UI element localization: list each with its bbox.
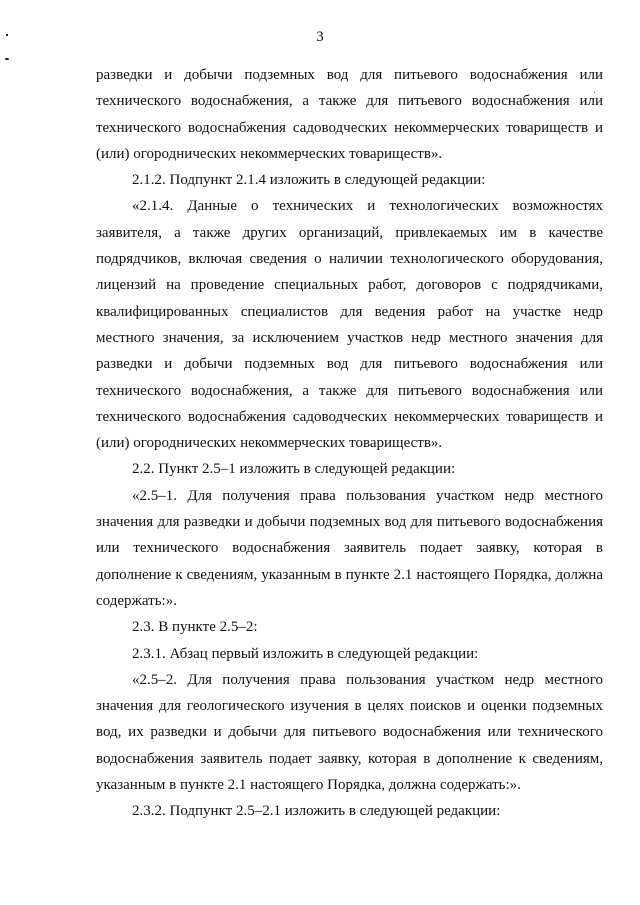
paragraph-continuation: разведки и добычи подземных вод для питьевого водоснабжения или технического водоснабжения, а также для питьевого водоснабжения или технического водоснабжения садоводческих некоммерческих товариществ и (или) огороднических некоммерческих товариществ». [96,67,603,162]
paragraph-quoted-text: «2.5–2. Для получения права пользования участком недр местного значения для геологического изучения в целях поисков и оценки подземных вод, их разведки и добычи для питьевого водоснабжения или технического водоснабжения заявитель подает заявку, которая в дополнение к сведениям, указанным в пункте 2.1 настоящего Порядка, должна содержать:». [96,671,603,794]
paragraph-amendment-heading: 2.2. Пункт 2.5–1 изложить в следующей редакции: [132,461,456,478]
scan-artifact [5,58,9,60]
paragraph-amendment-heading: 2.3. В пункте 2.5–2: [132,619,258,636]
paragraph-quoted-text: «2.5–1. Для получения права пользования участком недр местного значения для разведки и добычи подземных вод для питьевого водоснабжения или технического водоснабжения заявитель подает заявку, которая в дополнение к сведениям, указанным в пункте 2.1 настоящего Порядка, должна содержать:». [96,487,603,609]
document-body [96,62,603,825]
paragraph-amendment-heading: 2.1.2. Подпункт 2.1.4 изложить в следующей редакции: [132,172,486,189]
paragraph-amendment-heading: 2.3.2. Подпункт 2.5–2.1 изложить в следующей редакции: [132,803,501,820]
paragraph-amendment-heading: 2.3.1. Абзац первый изложить в следующей редакции: [132,645,479,662]
page-number: 3 [316,29,324,45]
paragraph-quoted-text: «2.1.4. Данные о технических и технологических возможностях заявителя, а также других организаций, привлекаемых им в качестве подрядчиков, включая сведения о наличии технологического оборудования, лицензий на проведение специальных работ, договоров с подрядчиками, квалифицированных специалистов для ведения работ на участке недр местного значения, за исключением участков недр местного значения для разведки и добычи подземных вод для питьевого водоснабжения или технического водоснабжения, а также для питьевого водоснабжения или технического водоснабжения садоводческих некоммерческих товариществ и (или) огороднических некоммерческих товариществ». [96,198,603,452]
